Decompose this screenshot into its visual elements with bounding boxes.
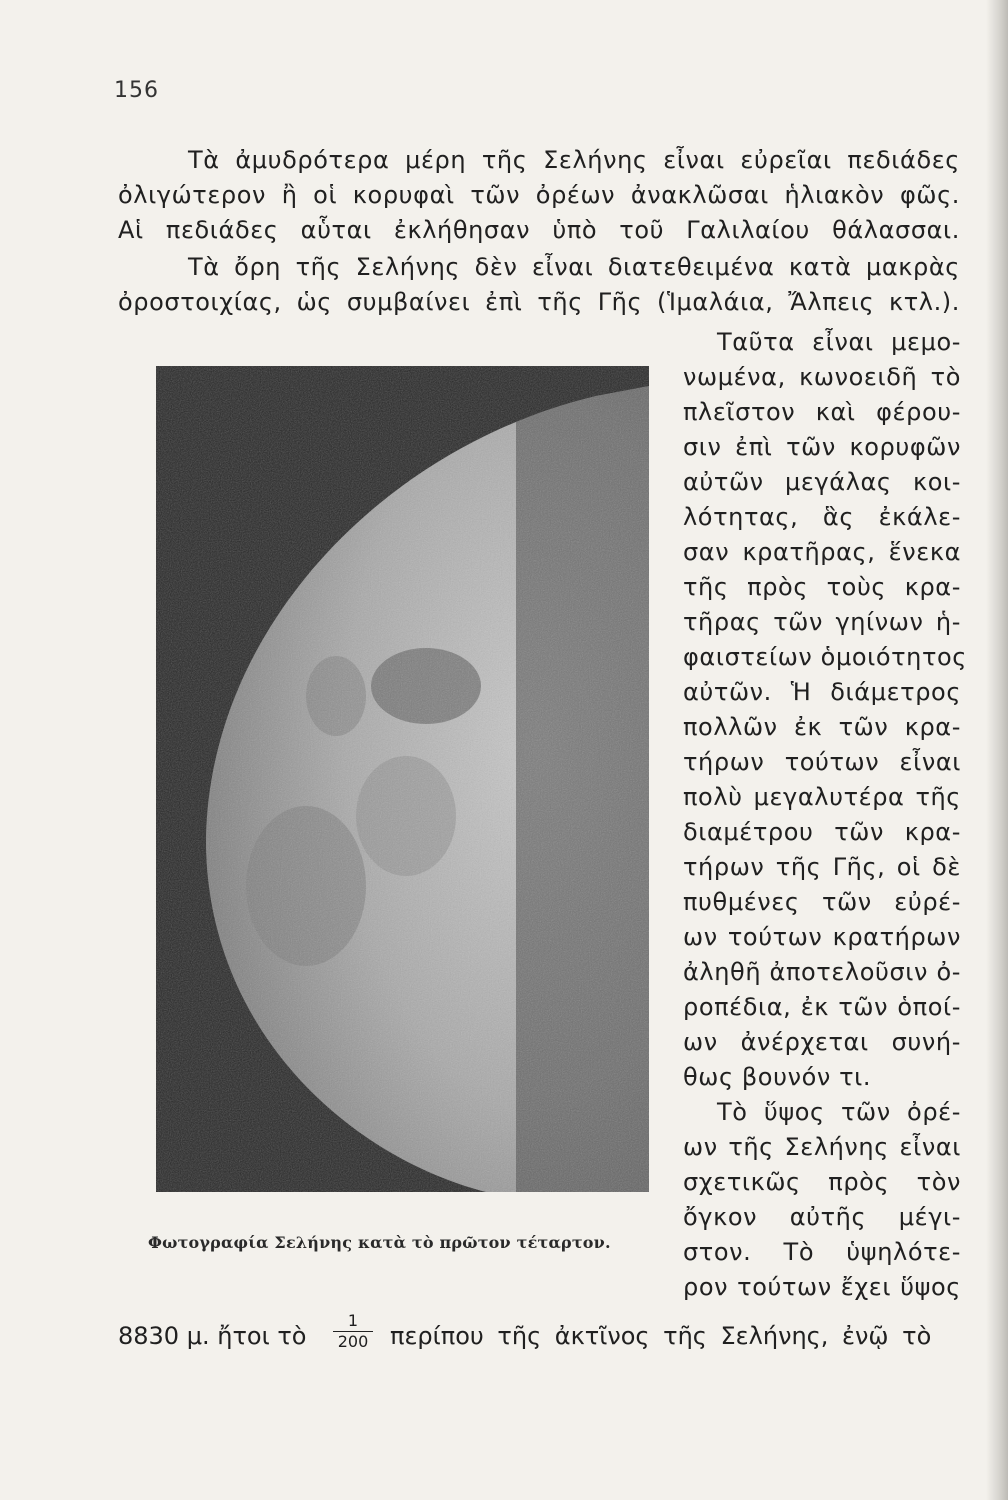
- side-line: διαμέτρου τῶν κρα-: [683, 818, 961, 846]
- side-line: αὐτῶν. Ἡ διάμετρος: [683, 678, 961, 706]
- side-line: πυθμένες τῶν εὐρέ-: [683, 888, 961, 916]
- side-line: αὐτῶν μεγάλας κοι-: [683, 468, 961, 496]
- para1-line: ὀλιγώτερον ἢ οἱ κορυφαὶ τῶν ὀρέων ἀνακλῶσαι ἡλιακὸν φῶς.: [118, 181, 960, 209]
- side-line: φαιστείων ὁμοιότητος: [683, 643, 967, 671]
- side-line: Ταῦτα εἶναι μεμο-: [717, 328, 961, 356]
- para2-line: ὀροστοιχίας, ὡς συμβαίνει ἐπὶ τῆς Γῆς (Ἱμαλάια, Ἄλπεις κτλ.).: [118, 288, 960, 316]
- page-number: 156: [114, 78, 159, 103]
- side-line: πολὺ μεγαλυτέρα τῆς: [683, 783, 961, 811]
- side-line: σαν κρατῆρας, ἕνεκα: [683, 538, 961, 566]
- side-line: σιν ἐπὶ τῶν κορυφῶν: [683, 433, 961, 461]
- side-line: ων ἀνέρχεται συνή-: [683, 1028, 961, 1056]
- side-line: ων τῆς Σελήνης εἶναι: [683, 1133, 961, 1161]
- para1-line: Αἱ πεδιάδες αὗται ἐκλήθησαν ὑπὸ τοῦ Γαλιλαίου θάλασσαι.: [118, 216, 960, 244]
- side-line: τήρων τούτων εἶναι: [683, 748, 961, 776]
- side-line: στον. Τὸ ὑψηλότε-: [683, 1238, 961, 1266]
- side-line: Τὸ ὕψος τῶν ὀρέ-: [717, 1098, 961, 1126]
- side-line: ρον τούτων ἔχει ὕψος: [683, 1273, 961, 1301]
- photo-caption: Φωτογραφία Σελήνης κατὰ τὸ πρῶτον τέταρτον.: [148, 1233, 611, 1252]
- fraction-denominator: 200: [337, 1332, 369, 1351]
- side-line: τήρων τῆς Γῆς, οἱ δὲ: [683, 853, 961, 881]
- side-line: θως βουνόν τι.: [683, 1063, 872, 1091]
- page-edge-shadow: [986, 0, 1008, 1500]
- para1-line: Τὰ ἀμυδρότερα μέρη τῆς Σελήνης εἶναι εὐρεῖαι πεδιάδες: [188, 146, 960, 174]
- last-line-lead: 8830 μ. ἤτοι τὸ: [118, 1322, 307, 1350]
- side-line: ὄγκον αὐτῆς μέγι-: [683, 1203, 961, 1231]
- fraction: [333, 1312, 373, 1351]
- side-line: πλεῖστον καὶ φέρου-: [683, 398, 961, 426]
- side-line: ων τούτων κρατήρων: [683, 923, 961, 951]
- side-line: τῆς πρὸς τοὺς κρα-: [683, 573, 961, 601]
- side-line: νωμένα, κωνοειδῆ τὸ: [683, 363, 961, 391]
- last-line: [118, 1312, 960, 1362]
- side-line: τῆρας τῶν γηίνων ἡ-: [683, 608, 961, 636]
- moon-photograph: [156, 366, 649, 1192]
- side-line: ροπέδια, ἐκ τῶν ὁποί-: [683, 993, 961, 1021]
- para2-line: Τὰ ὄρη τῆς Σελήνης δὲν εἶναι διατεθειμένα κατὰ μακρὰς: [188, 253, 960, 281]
- side-line: λότητας, ἃς ἐκάλε-: [683, 503, 961, 531]
- fraction-numerator: 1: [333, 1312, 373, 1332]
- side-line: πολλῶν ἐκ τῶν κρα-: [683, 713, 961, 741]
- side-line: ἀληθῆ ἀποτελοῦσιν ὀ-: [683, 958, 961, 986]
- side-line: σχετικῶς πρὸς τὸν: [683, 1168, 961, 1196]
- last-line-trail: περίπου τῆς ἀκτῖνος τῆς Σελήνης, ἐνῷ τὸ: [390, 1322, 932, 1350]
